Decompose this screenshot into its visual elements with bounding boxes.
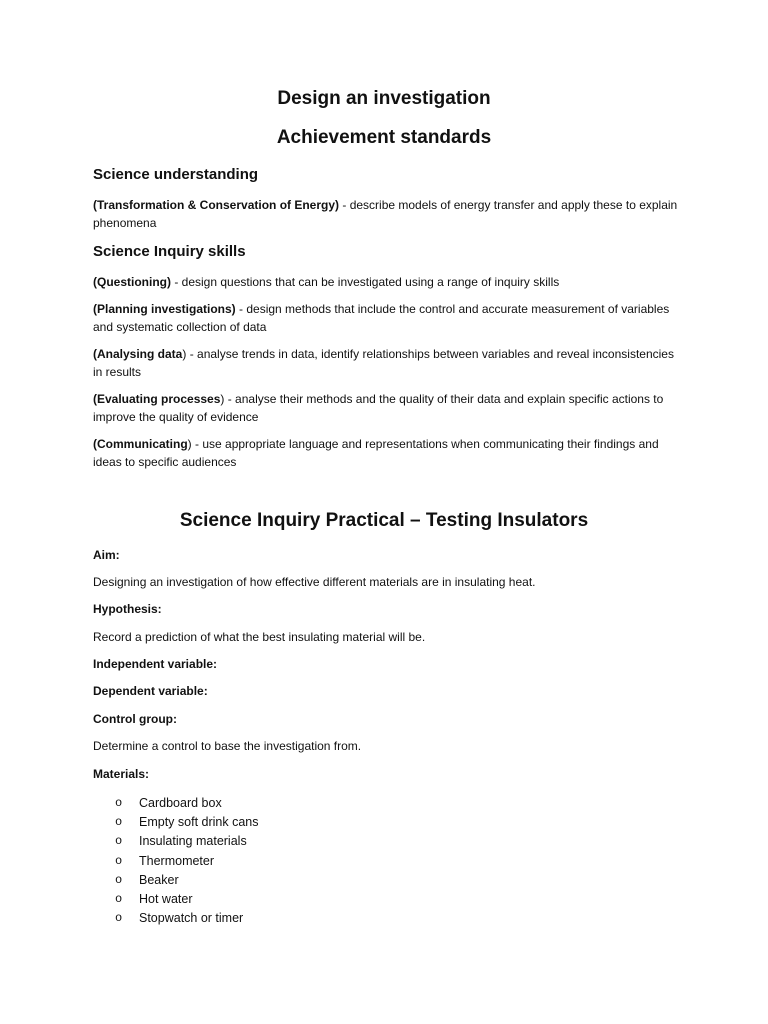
skill-text: - design questions that can be investigated using a range of inquiry skills — [171, 275, 560, 289]
document-title: Design an investigation — [277, 88, 491, 109]
material-label: Stopwatch or timer — [139, 911, 244, 926]
skill-paragraph — [93, 390, 683, 426]
bullet-icon: o — [115, 853, 123, 868]
hypothesis-label: Hypothesis: — [93, 602, 162, 616]
skill-paragraph — [93, 273, 683, 291]
material-label: Insulating materials — [139, 834, 247, 849]
material-label: Beaker — [139, 872, 179, 887]
skill-paragraph — [93, 345, 683, 381]
skill-paragraph — [93, 300, 683, 336]
bullet-icon: o — [115, 815, 123, 830]
aim-text: Designing an investigation of how effective different materials are in insulating heat. — [93, 575, 536, 589]
section-title-achievement: Achievement standards — [276, 127, 492, 148]
skill-text: ) - use appropriate language and representations when communicating their findings and ideas to specific audiences — [93, 437, 659, 469]
standard-text: - describe models of energy transfer and apply these to explain phenomena — [93, 198, 678, 230]
skill-text: ) - analyse their methods and the quality of their data and explain specific actions to improve the quality of evidence — [93, 392, 664, 424]
skill-label: (Questioning) — [93, 275, 171, 289]
material-label: Empty soft drink cans — [139, 815, 259, 830]
list-item — [93, 871, 259, 890]
bullet-icon: o — [115, 834, 123, 849]
dependent-variable-label: Dependent variable: — [93, 684, 208, 698]
independent-variable-label: Independent variable: — [93, 657, 218, 671]
skill-label: (Evaluating processes — [93, 392, 221, 406]
bullet-icon: o — [115, 911, 123, 926]
standard-paragraph — [93, 196, 683, 232]
skill-text: ) - analyse trends in data, identify relationships between variables and reveal inconsistencies in results — [93, 347, 674, 379]
skill-label: (Planning investigations) — [93, 302, 236, 316]
standard-label: (Transformation & Conservation of Energy) — [93, 198, 340, 212]
list-item — [93, 813, 259, 832]
material-label: Cardboard box — [139, 796, 222, 810]
skill-label: (Communicating — [93, 437, 188, 451]
heading-inquiry-skills: Science Inquiry skills — [93, 243, 246, 260]
skill-paragraph — [93, 435, 683, 471]
list-item — [93, 832, 259, 851]
practical-title: Science Inquiry Practical – Testing Insulators — [179, 510, 589, 531]
list-item — [93, 794, 259, 813]
bullet-icon: o — [115, 872, 123, 887]
material-label: Hot water — [139, 891, 193, 906]
control-group-text: Determine a control to base the investigation from. — [93, 739, 362, 753]
heading-science-understanding: Science understanding — [93, 166, 259, 183]
list-item — [93, 909, 259, 928]
materials-label: Materials: — [93, 767, 150, 781]
skill-label: (Analysing data — [93, 347, 183, 361]
hypothesis-text: Record a prediction of what the best insulating material will be. — [93, 630, 426, 644]
skill-text: - design methods that include the control and accurate measurement of variables and systematic collection of data — [93, 302, 670, 334]
bullet-icon: o — [115, 891, 123, 906]
materials-list — [93, 794, 259, 928]
bullet-icon: o — [115, 796, 123, 810]
list-item — [93, 890, 259, 909]
material-label: Thermometer — [139, 853, 215, 868]
control-group-label: Control group: — [93, 712, 177, 726]
aim-label: Aim: — [93, 548, 120, 562]
list-item — [93, 852, 259, 871]
